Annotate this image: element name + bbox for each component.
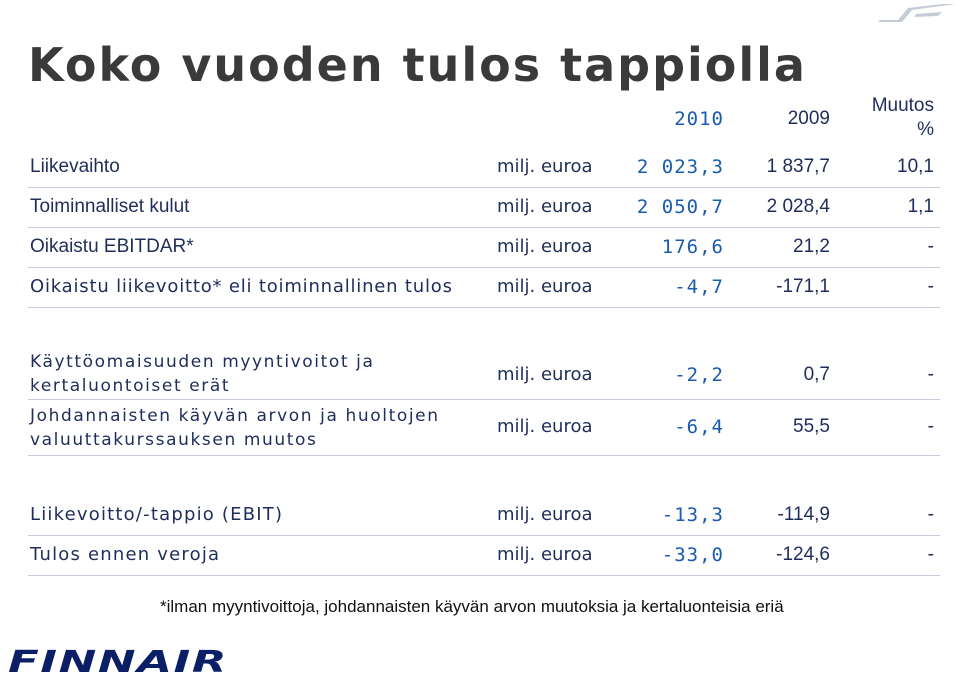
- value-change: -: [927, 236, 934, 257]
- value-change: 10,1: [897, 156, 934, 177]
- value-change: -: [927, 544, 934, 565]
- row-divider: [28, 399, 940, 400]
- value-2010: -4,7: [674, 276, 724, 298]
- row-label: Liikevaihto: [30, 156, 120, 177]
- row-label: Oikaistu liikevoitto* eli toiminnallinen tulos: [30, 276, 453, 297]
- table-row: [0, 544, 959, 570]
- row-divider: [28, 267, 940, 268]
- row-label: Tulos ennen veroja: [30, 544, 221, 565]
- value-change: -: [927, 504, 934, 525]
- value-2009: -124,6: [776, 544, 830, 565]
- row-divider: [28, 535, 940, 536]
- row-unit: milj. euroa: [497, 504, 593, 525]
- value-2010: -6,4: [674, 416, 724, 438]
- row-divider: [28, 455, 940, 456]
- table-row: [0, 416, 959, 442]
- table-row: [0, 156, 959, 182]
- page-title: Koko vuoden tulos tappiolla: [28, 38, 807, 92]
- value-2009: 55,5: [793, 416, 830, 437]
- column-header-change: [832, 94, 934, 142]
- column-header-2010: 2010: [674, 108, 724, 130]
- row-divider: [28, 227, 940, 228]
- table-row: [0, 364, 959, 390]
- row-unit: milj. euroa: [497, 416, 593, 437]
- row-label-line2: valuuttakurssauksen muutos: [30, 430, 318, 450]
- table-row: [0, 196, 959, 222]
- row-unit: milj. euroa: [497, 544, 593, 565]
- row-label-line2: kertaluontoiset erät: [30, 376, 231, 396]
- table-row: [0, 276, 959, 302]
- table-row: [0, 236, 959, 262]
- value-change: -: [927, 276, 934, 297]
- row-label: Liikevoitto/-tappio (EBIT): [30, 504, 284, 525]
- value-2009: 21,2: [793, 236, 830, 257]
- row-unit: milj. euroa: [497, 156, 593, 177]
- value-2009: -114,9: [777, 504, 830, 525]
- value-change: -: [927, 364, 934, 385]
- value-2009: 1 837,7: [766, 156, 830, 177]
- row-label: Toiminnalliset kulut: [30, 196, 190, 217]
- row-divider: [28, 307, 940, 308]
- svg-text:FINNAIR: FINNAIR: [8, 646, 228, 674]
- column-header-2009: 2009: [787, 108, 830, 129]
- value-2009: 0,7: [803, 364, 830, 385]
- footnote: *ilman myyntivoittoja, johdannaisten käyvän arvon muutoksia ja kertaluonteisia eriä: [160, 597, 784, 616]
- finnair-mark-icon: [872, 2, 956, 24]
- column-header-change-line1: Muutos: [871, 95, 934, 116]
- row-unit: milj. euroa: [497, 276, 593, 297]
- row-divider: [28, 187, 940, 188]
- column-header-change-line2: %: [917, 119, 934, 140]
- value-2010: 2 023,3: [636, 156, 724, 178]
- value-2010: -33,0: [661, 544, 724, 566]
- row-divider: [28, 575, 940, 576]
- value-2009: 2 028,4: [766, 196, 830, 217]
- value-2010: -13,3: [661, 504, 724, 526]
- value-2010: -2,2: [674, 364, 724, 386]
- value-2010: 176,6: [661, 236, 724, 258]
- row-label: Oikaistu EBITDAR*: [30, 236, 194, 257]
- value-change: -: [927, 416, 934, 437]
- table-row: [0, 504, 959, 530]
- value-2010: 2 050,7: [636, 196, 724, 218]
- row-label-line1: Käyttöomaisuuden myyntivoitot ja: [30, 352, 375, 372]
- row-unit: milj. euroa: [497, 364, 593, 385]
- row-label-line1: Johdannaisten käyvän arvon ja huoltojen: [30, 406, 440, 426]
- row-unit: milj. euroa: [497, 196, 593, 217]
- value-change: 1,1: [907, 196, 934, 217]
- row-unit: milj. euroa: [497, 236, 593, 257]
- finnair-logo: [6, 646, 232, 674]
- value-2009: -171,1: [776, 276, 830, 297]
